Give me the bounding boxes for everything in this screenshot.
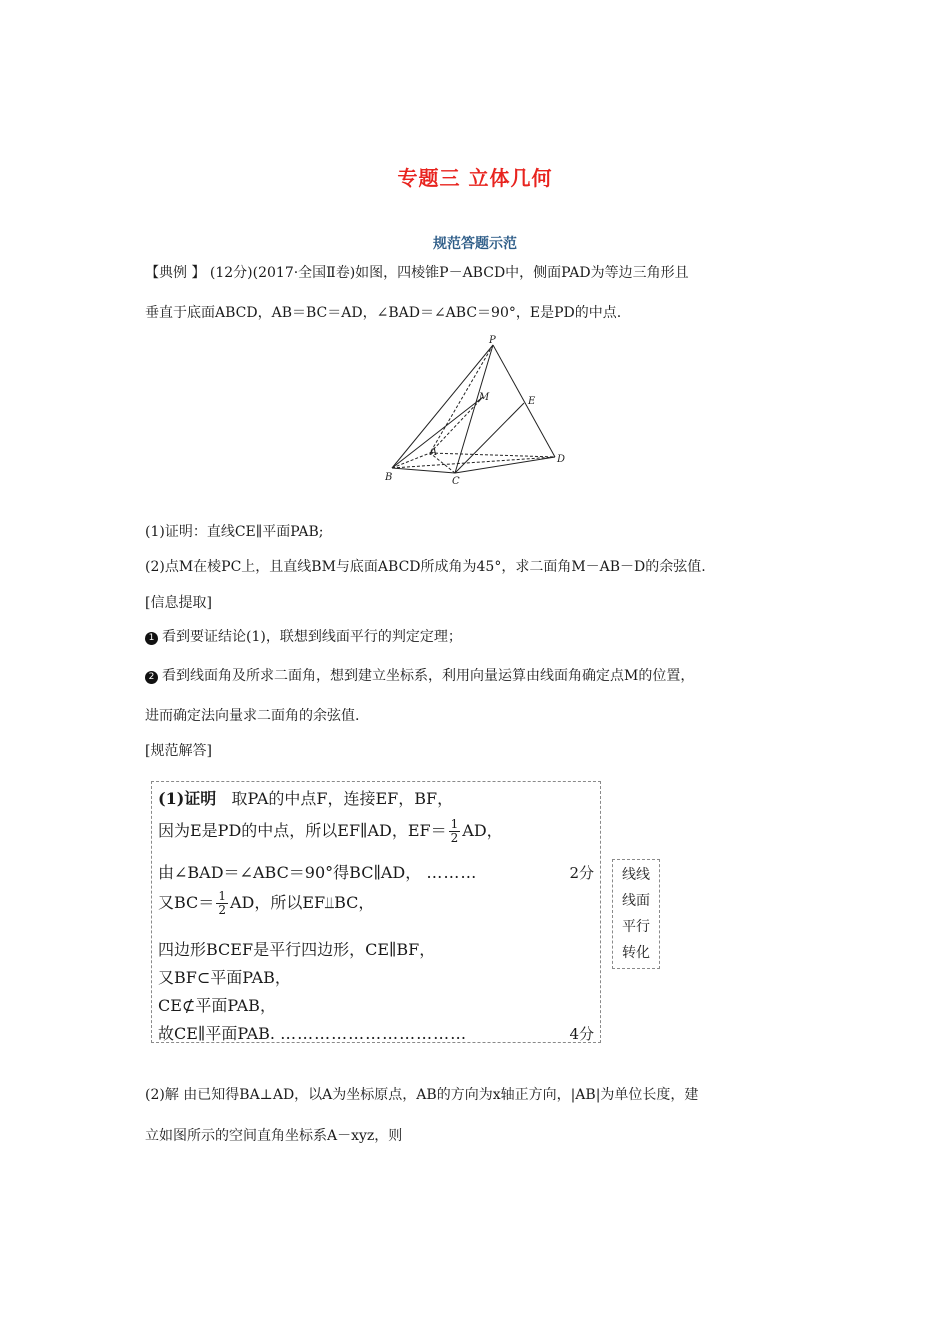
segment-AM bbox=[430, 397, 483, 453]
page-title: 专题三 立体几何 bbox=[397, 166, 553, 190]
section-subtitle: 规范答题示范 bbox=[433, 236, 517, 252]
proof-line-3 bbox=[158, 860, 477, 883]
score-4: 4分 bbox=[569, 1025, 594, 1043]
label-B: B bbox=[385, 472, 393, 483]
bullet-number-1: 1 bbox=[145, 632, 158, 645]
label-A: A bbox=[430, 447, 438, 458]
edge-BC bbox=[392, 468, 455, 473]
fraction-half bbox=[449, 818, 461, 845]
proof-line-8 bbox=[158, 1021, 467, 1044]
proof-line-6: 又BF⊂平面PAB， bbox=[158, 968, 291, 987]
proof-line-5: 四边形BCEF是平行四边形，CE∥BF， bbox=[158, 940, 436, 959]
label-C: C bbox=[452, 476, 460, 485]
proof-line-4b: AD，所以EF bbox=[229, 893, 326, 912]
score-2: 2分 bbox=[569, 864, 594, 882]
bullet-number-2: 2 bbox=[145, 671, 158, 684]
proof-line-1 bbox=[158, 786, 453, 809]
proof-line-2 bbox=[158, 818, 503, 845]
proof-line-4a: 又BC＝ bbox=[158, 893, 215, 912]
info-header: [信息提取] bbox=[145, 595, 212, 611]
solution-header: [规范解答] bbox=[145, 743, 212, 759]
proof-line-2b: AD， bbox=[462, 821, 503, 840]
example-line-1: 【典例 】 (12分)(2017·全国Ⅱ卷)如图，四棱锥P－ABCD中，侧面PAD为等边三角形且 bbox=[145, 265, 689, 281]
fraction-numerator-2: 1 bbox=[218, 889, 226, 903]
proof-box bbox=[151, 781, 601, 1043]
fraction-half-2 bbox=[216, 890, 228, 917]
question-1: (1)证明：直线CE∥平面PAB; bbox=[145, 524, 324, 540]
example-line-2: 垂直于底面ABCD，AB＝BC＝AD，∠BAD＝∠ABC＝90°，E是PD的中点. bbox=[145, 305, 622, 321]
proof-line-4c: BC， bbox=[334, 893, 375, 912]
parallel-equal-symbol: ⫫ bbox=[325, 893, 335, 912]
label-E: E bbox=[528, 396, 536, 407]
info-bullet-2 bbox=[145, 665, 694, 685]
label-D: D bbox=[557, 454, 566, 465]
info-bullet-1 bbox=[145, 626, 462, 646]
fraction-denominator-2: 2 bbox=[218, 903, 226, 917]
label-M: M bbox=[479, 392, 490, 403]
info-bullet-2-text: 看到线面角及所求二面角，想到建立坐标系，利用向量运算由线面角确定点M的位置， bbox=[162, 668, 695, 684]
edge-CD bbox=[455, 457, 555, 473]
info-bullet-2-cont: 进而确定法向量求二面角的余弦值. bbox=[145, 708, 360, 724]
edge-PD bbox=[493, 345, 555, 457]
proof-line-8-text: 故CE∥平面PAB. bbox=[158, 1024, 276, 1043]
part-2-line-2: 立如图所示的空间直角坐标系A－xyz，则 bbox=[145, 1128, 403, 1144]
proof-line-8-dots: …………………………… bbox=[280, 1024, 468, 1043]
fraction-denominator: 2 bbox=[450, 831, 459, 845]
side-note-line-4: 转化 bbox=[622, 945, 650, 961]
proof-label: (1)证明 bbox=[158, 789, 217, 808]
proof-line-4 bbox=[158, 890, 374, 917]
info-bullet-1-text: 看到要证结论(1)，联想到线面平行的判定定理； bbox=[162, 629, 462, 645]
proof-line-3-dots: ……… bbox=[426, 863, 478, 882]
proof-line-2a: 因为E是PD的中点，所以EF∥AD，EF＝ bbox=[158, 821, 447, 840]
question-2: (2)点M在棱PC上，且直线BM与底面ABCD所成角为45°，求二面角M－AB－D的余弦值. bbox=[145, 559, 706, 575]
proof-line-1-text: 取PA的中点F，连接EF，BF， bbox=[231, 789, 454, 808]
side-note-line-1: 线线 bbox=[622, 867, 650, 883]
proof-line-3-text: 由∠BAD＝∠ABC＝90°得BC∥AD， bbox=[158, 863, 422, 882]
proof-line-7: CE⊄平面PAB， bbox=[158, 996, 276, 1015]
side-note-line-2: 线面 bbox=[622, 893, 650, 909]
pyramid-figure bbox=[385, 335, 575, 485]
segment-BM bbox=[392, 397, 483, 468]
part-2-line-1: (2)解 由已知得BA⊥AD，以A为坐标原点，AB的方向为x轴正方向，|AB|为单位长度，建 bbox=[145, 1087, 699, 1103]
fraction-numerator: 1 bbox=[450, 817, 459, 831]
side-note-line-3: 平行 bbox=[622, 919, 650, 935]
side-note-box bbox=[612, 859, 660, 969]
edge-AD bbox=[430, 453, 555, 457]
label-P: P bbox=[489, 335, 496, 346]
